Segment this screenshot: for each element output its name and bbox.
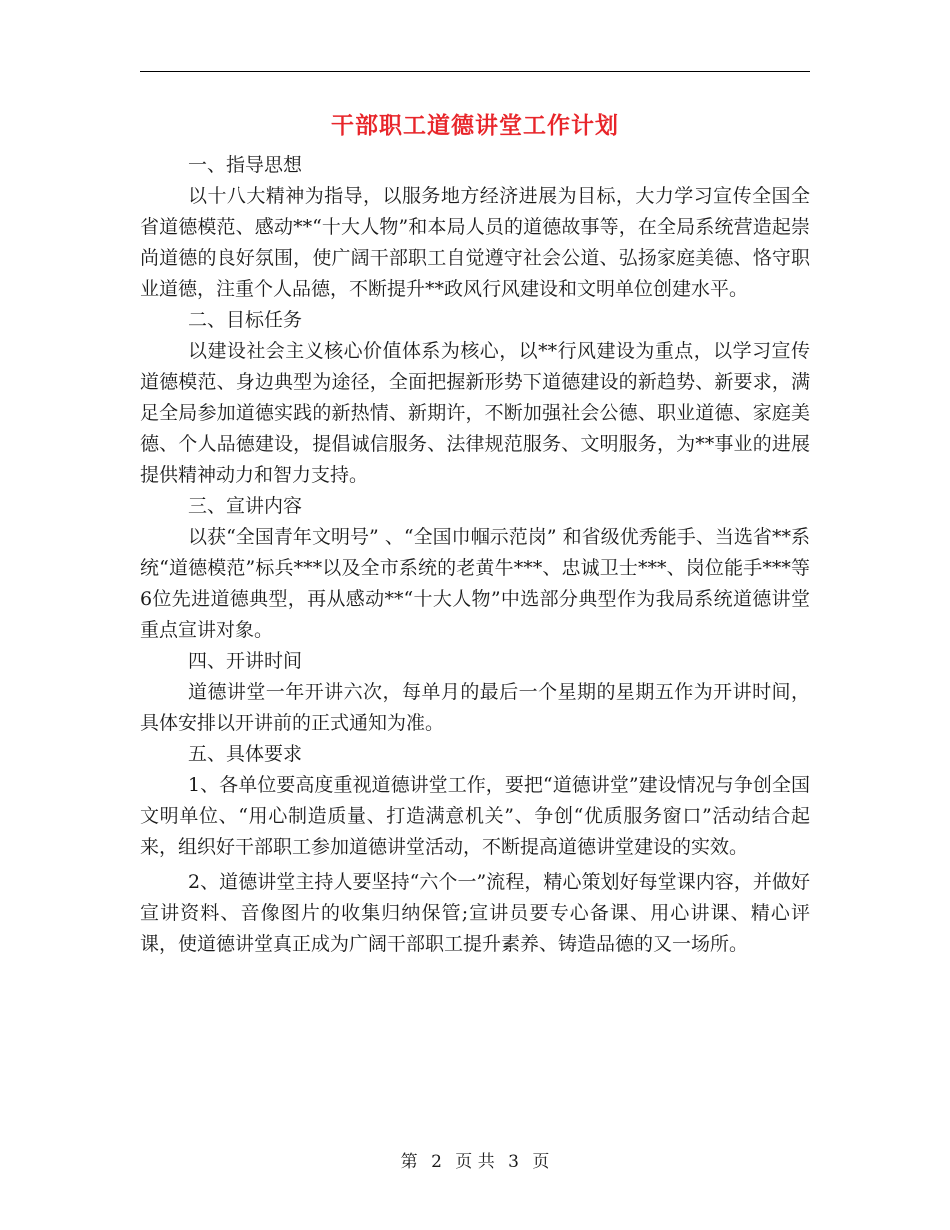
section-heading: 一、指导思想 — [188, 154, 303, 176]
section-paragraph: 以获“全国青年文明号” 、“全国巾帼示范岗” 和省级优秀能手、当选省**系统“道德模范”标兵***以及全市系统的老黄牛***、忠诚卫士***、岗位能手***等6位先进道德典型，再从感动**“十大人物”中选部分典型作为我局系统道德讲堂重点宣讲对象。 — [140, 526, 810, 641]
footer-prefix: 第 — [400, 1152, 418, 1172]
footer-current-page: 2 — [431, 1152, 442, 1172]
section-paragraph: 2、道德讲堂主持人要坚持“六个一”流程，精心策划好每堂课内容，并做好宣讲资料、音像图片的收集归纳保管;宣讲员要专心备课、用心讲课、精心评课，使道德讲堂真正成为广阔干部职工提升素养、铸造品德的又一场所。 — [140, 871, 810, 955]
page-footer — [0, 1150, 950, 1174]
section-heading: 二、目标任务 — [188, 309, 303, 331]
footer-middle: 页 共 — [455, 1152, 495, 1172]
section-paragraph: 道德讲堂一年开讲六次，每单月的最后一个星期的星期五作为开讲时间，具体安排以开讲前的正式通知为准。 — [140, 681, 810, 734]
section-heading: 四、开讲时间 — [188, 650, 303, 672]
section-paragraph: 1、各单位要高度重视道德讲堂工作，要把“道德讲堂”建设情况与争创全国文明单位、“用心制造质量、打造满意机关”、争创“优质服务窗口”活动结合起来，组织好干部职工参加道德讲堂活动，不断提高道德讲堂建设的实效。 — [140, 774, 810, 858]
footer-total-pages: 3 — [508, 1152, 519, 1172]
section-heading: 五、具体要求 — [188, 743, 303, 765]
header-rule — [140, 71, 810, 72]
section-heading: 三、宣讲内容 — [188, 495, 303, 517]
section-paragraph: 以十八大精神为指导，以服务地方经济进展为目标，大力学习宣传全国全省道德模范、感动**“十大人物”和本局人员的道德故事等，在全局系统营造起崇尚道德的良好氛围，使广阔干部职工自觉遵守社会公道、弘扬家庭美德、恪守职业道德，注重个人品德，不断提升**政风行风建设和文明单位创建水平。 — [140, 185, 810, 300]
document-body — [140, 150, 810, 960]
footer-suffix: 页 — [532, 1152, 550, 1172]
section-paragraph: 以建设社会主义核心价值体系为核心，以**行风建设为重点，以学习宣传道德模范、身边典型为途径，全面把握新形势下道德建设的新趋势、新要求，满足全局参加道德实践的新热情、新期许，不断加强社会公德、职业道德、家庭美德、个人品德建设，提倡诚信服务、法律规范服务、文明服务，为**事业的进展提供精神动力和智力支持。 — [140, 340, 810, 486]
document-title: 干部职工道德讲堂工作计划 — [331, 112, 619, 139]
